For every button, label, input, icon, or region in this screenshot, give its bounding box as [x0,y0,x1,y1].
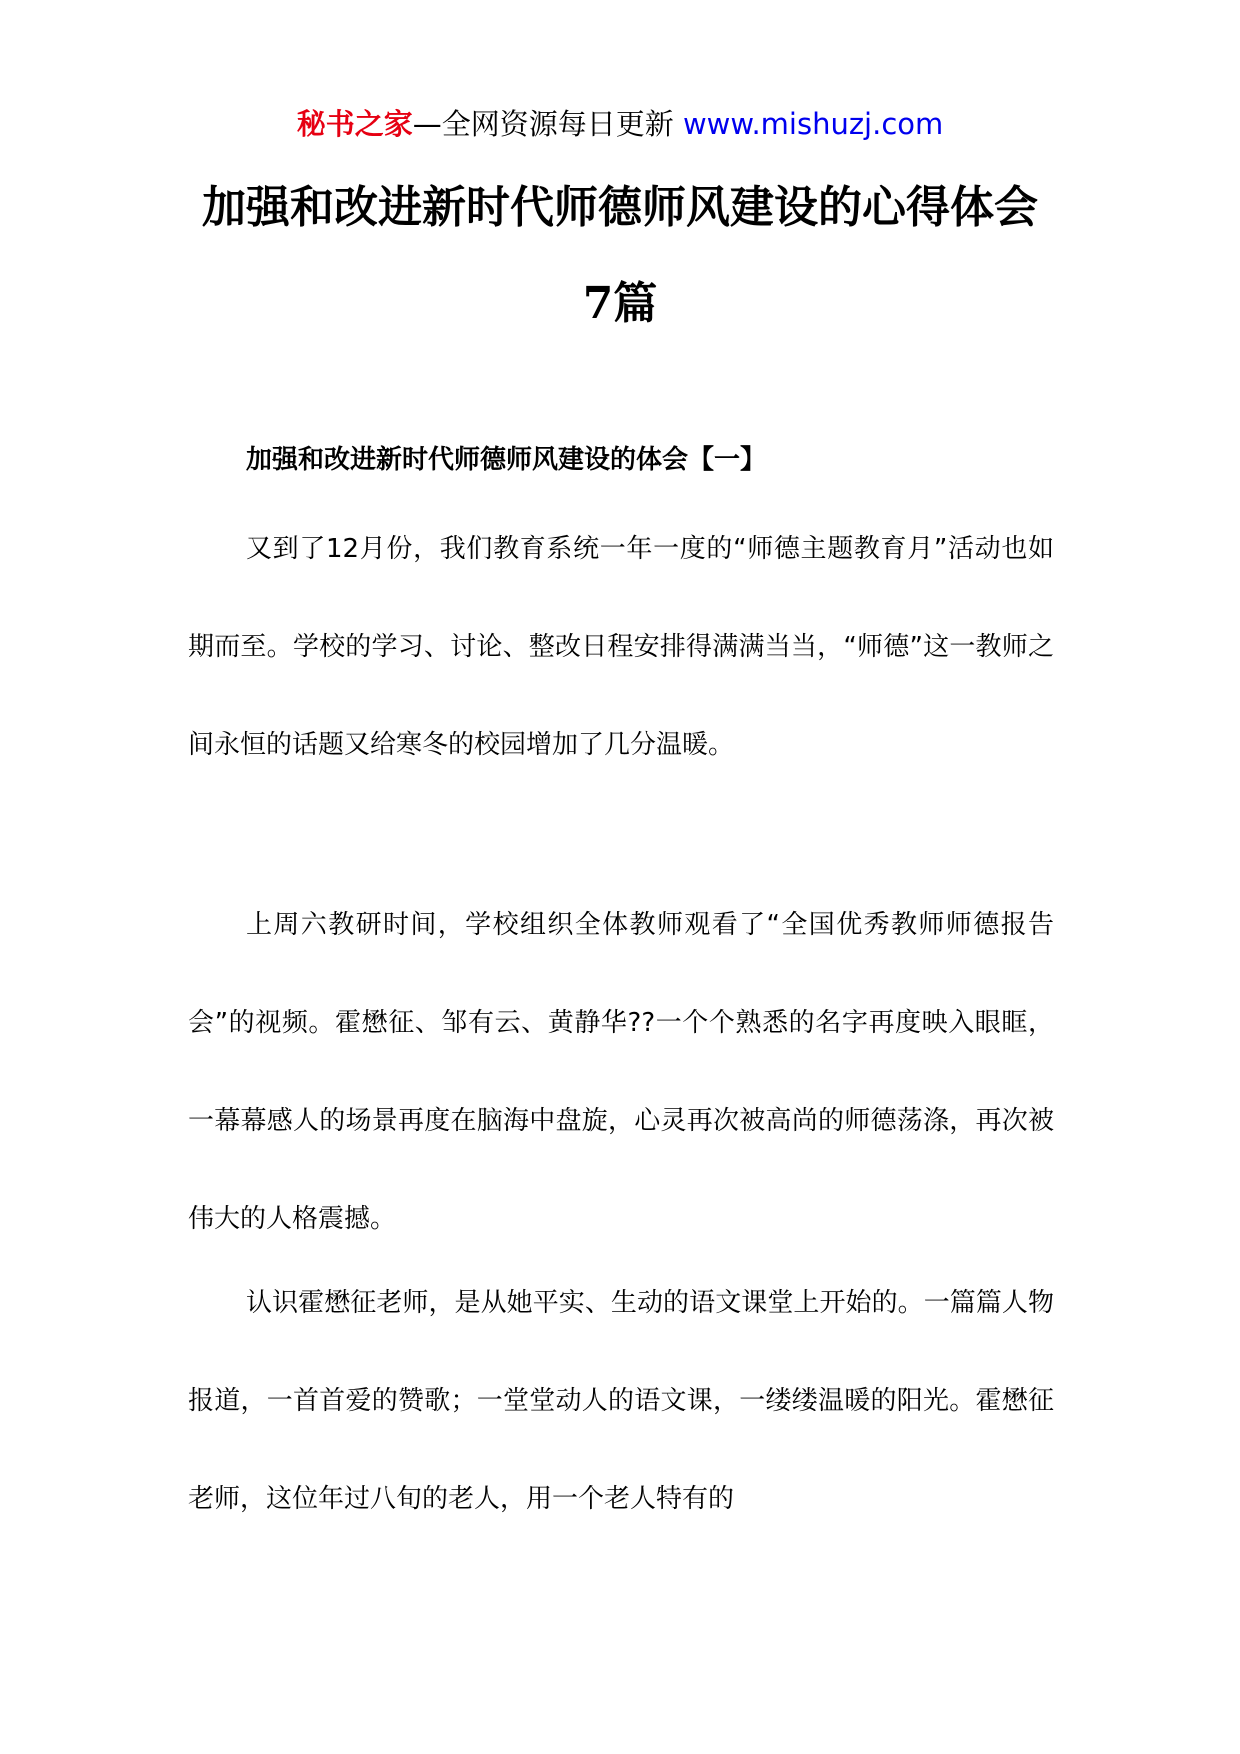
site-url-link[interactable]: www.mishuzj.com [682,107,944,141]
body-paragraph: 认识霍懋征老师，是从她平实、生动的语文课堂上开始的。一篇篇人物报道，一首首爱的赞歌；一堂堂动人的语文课，一缕缕温暖的阳光。霍懋征老师，这位年过八旬的老人，用一个老人特有的 [188,1288,1054,1514]
document-title: 加强和改进新时代师德师风建设的心得体会7篇 [202,182,1038,329]
body-paragraph: 又到了12月份，我们教育系统一年一度的“师德主题教育月”活动也如期而至。学校的学习、讨论、整改日程安排得满满当当，“师德”这一教师之间永恒的话题又给寒冬的校园增加了几分温暖。 [188,534,1054,760]
section-heading: 加强和改进新时代师德师风建设的体会【一】 [246,445,767,475]
header-tagline: —全网资源每日更新 [412,107,674,141]
brand-name: 秘书之家 [296,107,413,141]
body-paragraph: 上周六教研时间，学校组织全体教师观看了“全国优秀教师师德报告会”的视频。霍懋征、邹有云、黄静华??一个个熟悉的名字再度映入眼眶，一幕幕感人的场景再度在脑海中盘旋，心灵再次被高尚的师德荡涤，再次被伟大的人格震撼。 [188,910,1054,1234]
site-header [0,104,1240,144]
